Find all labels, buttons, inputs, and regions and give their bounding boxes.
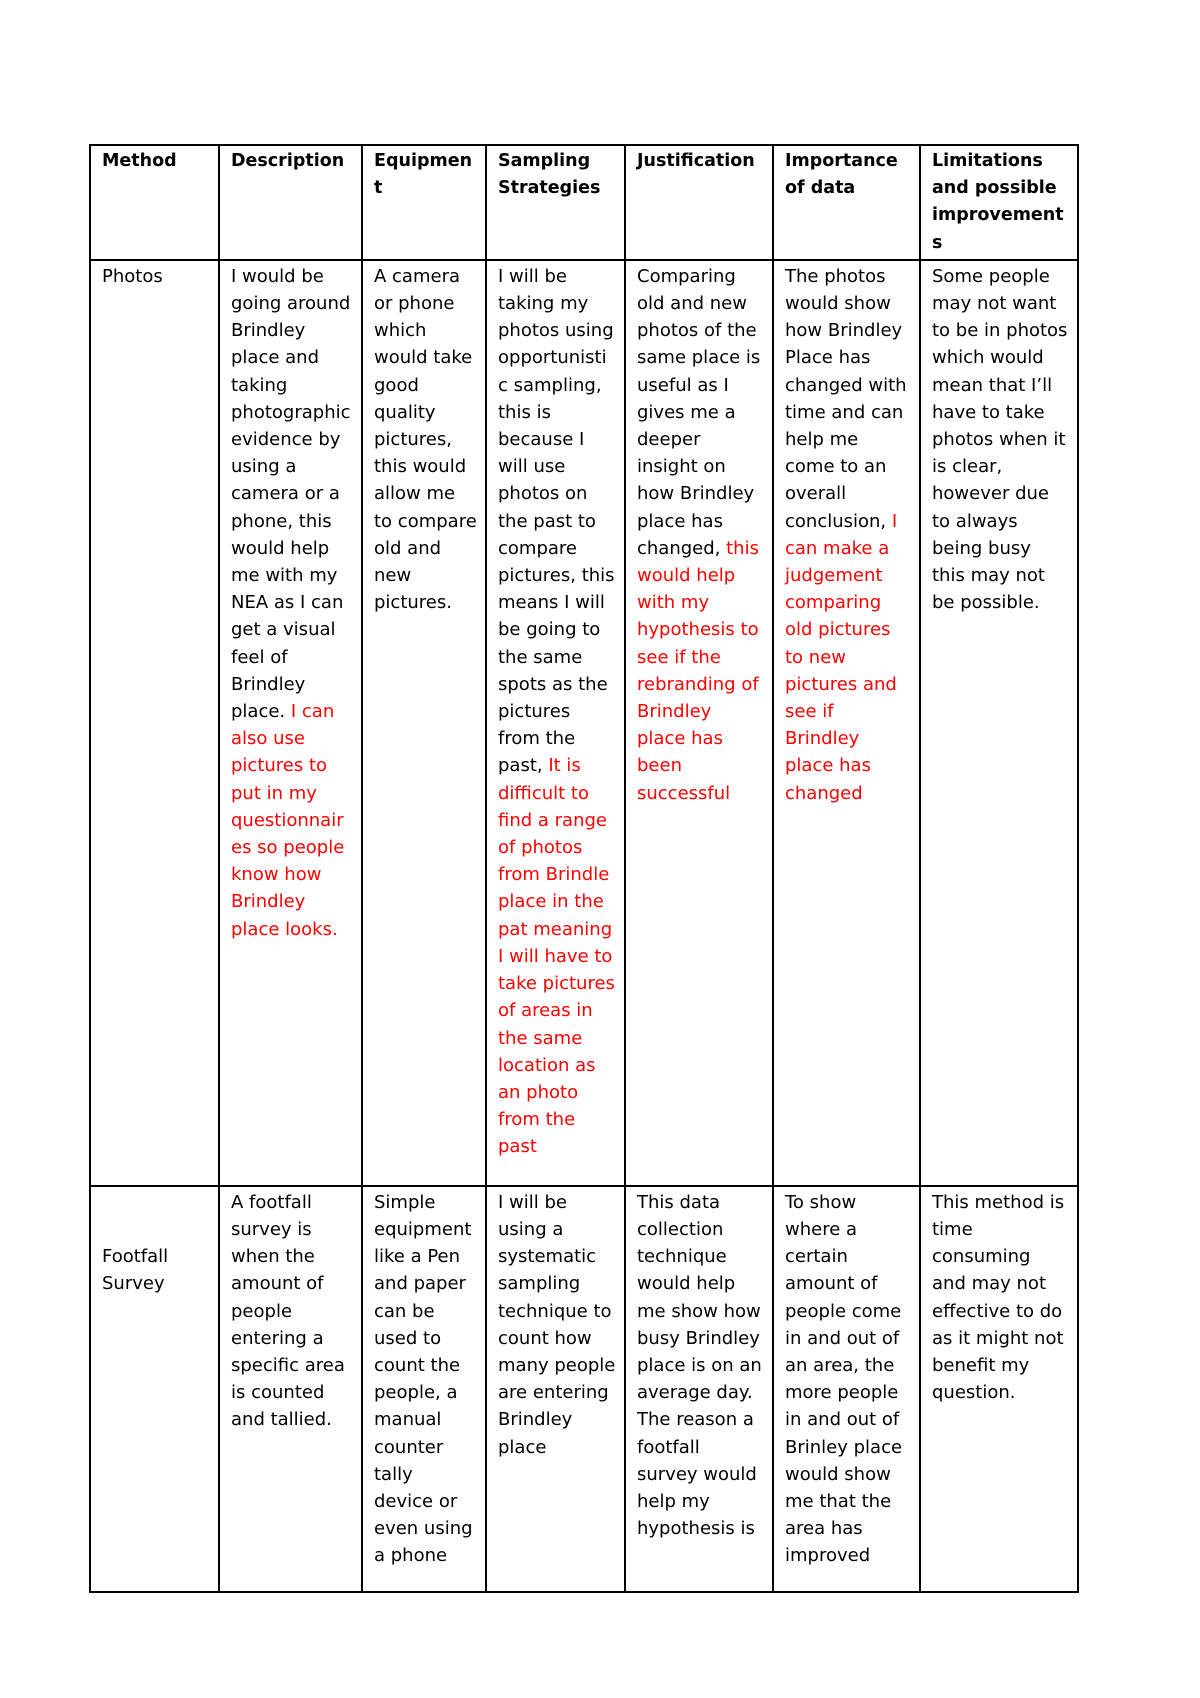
equipment-text: A camera or phone which would take good quality pictures, this would allow me to compare old and new pictures. <box>374 265 477 614</box>
header-justification: Justification <box>625 145 773 260</box>
importance-red-text: I can make a judgement comparing old pictures to new pictures and see if Brindley place has changed <box>785 510 898 804</box>
header-importance-of-data: Importance of data <box>773 145 920 260</box>
sampling-red-text: It is difficult to find a range of photos from Brindle place in the pat meaning I will have to take pictures of areas in the same location as an photo from the past <box>498 755 615 1158</box>
description-red-text: I can also use pictures to put in my questionnaires so people know how Brindley place looks. <box>231 701 345 940</box>
method-label: Photos <box>102 265 163 287</box>
importance-text: The photos would show how Brindley Place has changed with time and can help me come to an overall conclusion, <box>785 265 907 532</box>
spacer <box>102 1189 210 1243</box>
justification-text: Comparing old and new photos of the same place is useful as I gives me a deeper insight on how Brindley place has changed, <box>637 265 761 559</box>
cell-importance <box>773 1186 920 1592</box>
importance-text: To show where a certain amount of people come in and out of an area, the more people in and out of Brinley place would show me that the area has improved <box>785 1191 903 1567</box>
limitations-text: This method is time consuming and may not effective to do as it might not benefit my question. <box>932 1191 1065 1404</box>
cell-method <box>90 1186 219 1592</box>
sampling-text: I will be taking my photos using opportunistic sampling, this is because I will use photos on the past to compare pictures, this means I will be going to the same spots as the pictures from the past, <box>498 265 615 777</box>
header-description: Description <box>219 145 362 260</box>
cell-sampling <box>486 1186 625 1592</box>
equipment-text: Simple equipment like a Pen and paper can be used to count the people, a manual counter tally device or even using a phone <box>374 1191 473 1567</box>
description-text: I would be going around Brindley place and taking photographic evidence by using a camera or a phone, this would help me with my NEA as I can get a visual feel of Brindley place. <box>231 265 351 723</box>
header-sampling-strategies: Sampling Strategies <box>486 145 625 260</box>
table-row-photos <box>90 260 1078 1186</box>
header-equipment: Equipment <box>362 145 486 260</box>
limitations-text: Some people may not want to be in photos which would mean that I’ll have to take photos when it is clear, however due to always being busy this may not be possible. <box>932 265 1068 614</box>
cell-limitations <box>920 1186 1078 1592</box>
sampling-text: I will be using a systematic sampling technique to count how many people are entering Brindley place <box>498 1191 616 1458</box>
description-text: A footfall survey is when the amount of people entering a specific area is counted and tallied. <box>231 1191 345 1431</box>
cell-limitations <box>920 260 1078 1186</box>
table-row-footfall <box>90 1186 1078 1592</box>
cell-importance <box>773 260 920 1186</box>
cell-description <box>219 260 362 1186</box>
cell-justification <box>625 260 773 1186</box>
cell-method <box>90 260 219 1186</box>
cell-equipment <box>362 1186 486 1592</box>
header-limitations: Limitations and possible improvements <box>920 145 1078 260</box>
justification-text: This data collection technique would help me show how busy Brindley place is on an average day. The reason a footfall survey would help my hypothesis is <box>637 1191 762 1540</box>
header-method: Method <box>90 145 219 260</box>
cell-justification <box>625 1186 773 1592</box>
header-row <box>90 145 1078 260</box>
cell-description <box>219 1186 362 1592</box>
cell-equipment <box>362 260 486 1186</box>
justification-red-text: this would help with my hypothesis to see if the rebranding of Brindley place has been successful <box>637 537 759 804</box>
cell-sampling <box>486 260 625 1186</box>
method-label: Footfall Survey <box>102 1245 169 1295</box>
method-table <box>89 144 1079 1593</box>
